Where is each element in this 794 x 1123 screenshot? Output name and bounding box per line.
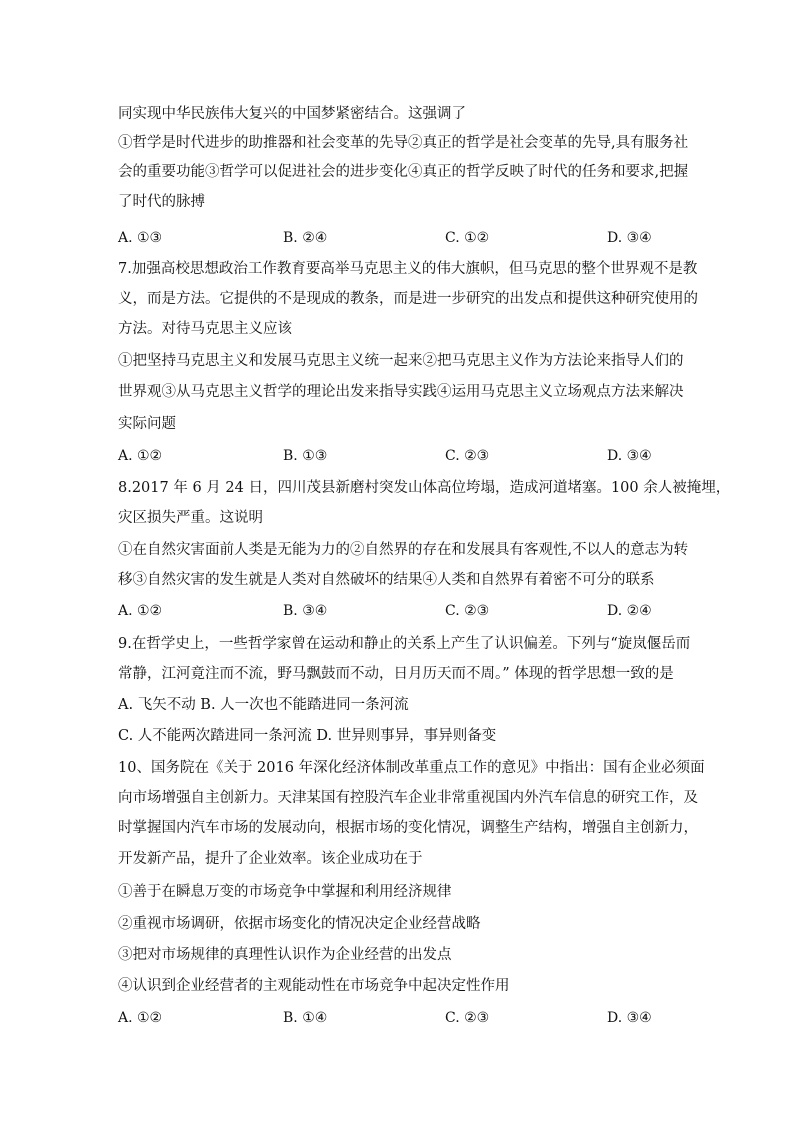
text-line: 移③自然灾害的发生就是人类对自然破坏的结果④人类和自然界有着密不可分的联系	[118, 572, 655, 588]
q7-option-b: B. ①③	[283, 448, 328, 464]
q6-option-c: C. ①②	[445, 230, 490, 246]
text-line: 灾区损失严重。这说明	[118, 510, 263, 526]
q8-option-d: D. ②④	[607, 603, 652, 619]
q9-options-cd: C. 人不能两次踏进同一条河流 D. 世异则事异，事异则备变	[118, 728, 497, 744]
text-line: ①善于在瞬息万变的市场竞争中掌握和利用经济规律	[118, 884, 452, 900]
text-line: 实际问题	[118, 416, 176, 432]
text-line: 向市场增强自主创新力。天津某国有控股汽车企业非常重视国内外汽车信息的研究工作，及	[118, 790, 698, 806]
q10-option-d: D. ③④	[607, 1010, 652, 1026]
text-line: 方法。对待马克思主义应该	[118, 321, 292, 337]
q7-option-d: D. ③④	[607, 448, 652, 464]
text-line: 开发新产品，提升了企业效率。该企业成功在于	[118, 851, 423, 867]
q8-option-b: B. ③④	[283, 603, 328, 619]
text-line: ①把坚持马克思主义和发展马克思主义统一起来②把马克思主义作为方法论来指导人们的	[118, 353, 684, 369]
text-line: ①哲学是时代进步的助推器和社会变革的先导②真正的哲学是社会变革的先导,具有服务社	[118, 135, 689, 151]
q10-option-b: B. ①④	[283, 1010, 328, 1026]
text-line: 常静，江河竟注而不流，野马飘鼓而不动，日月历天而不周。” 体现的哲学思想一致的是	[118, 666, 674, 682]
text-line: 8.2017 年 6 月 24 日，四川茂县新磨村突发山体高位垮塌，造成河道堵塞。100 余人被掩埋，	[118, 480, 731, 496]
text-line: 9.在哲学史上，一些哲学家曾在运动和静止的关系上产生了认识偏差。下列与“旋岚偃岳而	[118, 636, 691, 652]
q6-option-d: D. ③④	[607, 230, 652, 246]
q10-option-a: A. ①②	[118, 1010, 163, 1026]
q8-option-c: C. ②③	[445, 603, 490, 619]
text-line: 同实现中华民族伟大复兴的中国梦紧密结合。这强调了	[118, 106, 466, 122]
text-line: ③把对市场规律的真理性认识作为企业经营的出发点	[118, 947, 452, 963]
q6-option-a: A. ①③	[118, 230, 163, 246]
q8-option-a: A. ①②	[118, 603, 163, 619]
text-line: 时掌握国内汽车市场的发展动向，根据市场的变化情况，调整生产结构，增强自主创新力，	[118, 820, 698, 836]
text-line: 会的重要功能③哲学可以促进社会的进步变化④真正的哲学反映了时代的任务和要求,把握	[118, 164, 689, 180]
q7-option-c: C. ②③	[445, 448, 490, 464]
q6-option-b: B. ②④	[283, 230, 328, 246]
q10-option-c: C. ②③	[445, 1010, 490, 1026]
text-line: ①在自然灾害面前人类是无能为力的②自然界的存在和发展具有客观性,不以人的意志为转	[118, 542, 689, 558]
text-line: ②重视市场调研，依据市场变化的情况决定企业经营战略	[118, 916, 481, 932]
q7-option-a: A. ①②	[118, 448, 163, 464]
text-line: 了时代的脉搏	[118, 194, 205, 210]
q9-options-ab: A. 飞矢不动 B. 人一次也不能踏进同一条河流	[118, 697, 409, 713]
text-line: 义，而是方法。它提供的不是现成的教条，而是进一步研究的出发点和提供这种研究使用的	[118, 291, 698, 307]
text-line: ④认识到企业经营者的主观能动性在市场竞争中起决定性作用	[118, 978, 510, 994]
text-line: 10、国务院在《关于 2016 年深化经济体制改革重点工作的意见》中指出：国有企业必须面	[118, 760, 705, 776]
text-line: 7.加强高校思想政治工作教育要高举马克思主义的伟大旗帜，但马克思的整个世界观不是教	[118, 261, 698, 277]
text-line: 世界观③从马克思主义哲学的理论出发来指导实践④运用马克思主义立场观点方法来解决	[118, 384, 684, 400]
